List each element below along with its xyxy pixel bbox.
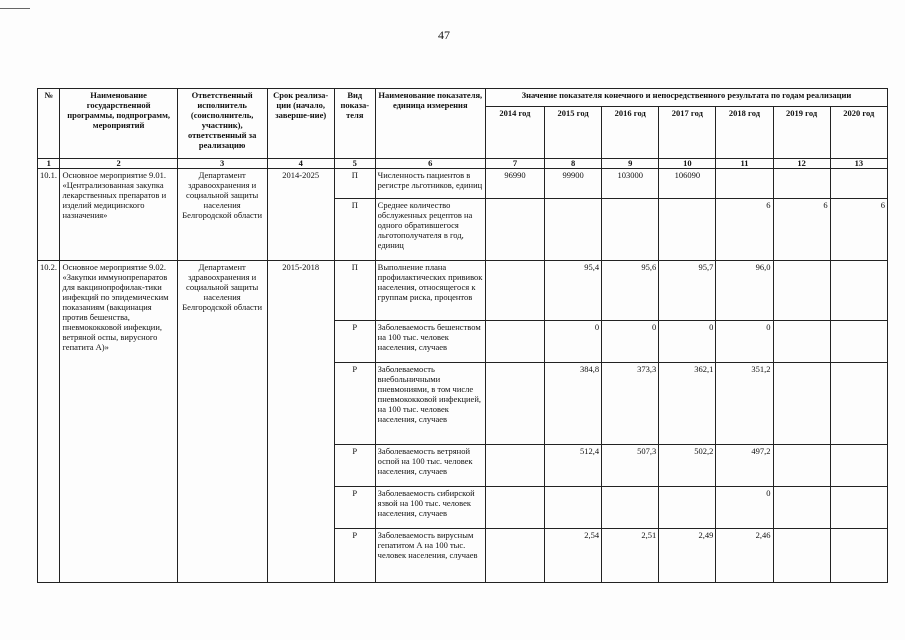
header-year: 2020 год: [830, 107, 887, 159]
indicator-type: Р: [334, 321, 375, 363]
column-number: 7: [485, 159, 544, 169]
header-year: 2018 год: [716, 107, 773, 159]
indicator-type: П: [334, 261, 375, 321]
indicator-value: 384,8: [545, 363, 602, 445]
column-number: 8: [545, 159, 602, 169]
indicator-value: [659, 199, 716, 261]
header-indicator: Наименование показателя, единица измерения: [375, 89, 485, 159]
row-term: 2015-2018: [267, 261, 334, 583]
indicator-value: [773, 529, 830, 583]
indicator-value: 96990: [485, 169, 544, 199]
indicator-value: 2,51: [602, 529, 659, 583]
indicator-value: [485, 487, 544, 529]
indicator-value: [830, 321, 887, 363]
indicator-value: [545, 199, 602, 261]
indicator-value: [545, 487, 602, 529]
row-number: 10.2.: [38, 261, 60, 583]
header-name: Наименование государственной программы, подпрограмм, мероприятий: [60, 89, 177, 159]
indicator-value: 373,3: [602, 363, 659, 445]
indicator-value: 0: [716, 487, 773, 529]
header-year: 2019 год: [773, 107, 830, 159]
indicator-type: П: [334, 199, 375, 261]
header-no: №: [38, 89, 60, 159]
indicator-value: 0: [716, 321, 773, 363]
table-row: [38, 261, 888, 321]
indicator-value: [830, 487, 887, 529]
indicator-value: 6: [773, 199, 830, 261]
indicator-value: 351,2: [716, 363, 773, 445]
indicator-value: 2,46: [716, 529, 773, 583]
indicator-value: [773, 261, 830, 321]
indicator-value: [830, 261, 887, 321]
column-number: 2: [60, 159, 177, 169]
table-row: [38, 169, 888, 199]
indicator-type: Р: [334, 445, 375, 487]
indicator-value: 6: [716, 199, 773, 261]
indicator-value: [485, 261, 544, 321]
indicator-name: Заболеваемость вирусным гепатитом А на 100 тыс. человек населения, случаев: [375, 529, 485, 583]
column-number: 11: [716, 159, 773, 169]
indicator-value: [602, 487, 659, 529]
row-name: Основное мероприятие 9.02. «Закупки иммунопрепаратов для вакцинопрофилак-тики инфекций по эпидемическим показаниям (вакцинация против бешенства, пневмококковой инфекции, ветряной оспы, вирусного гепатита А)»: [60, 261, 177, 583]
indicator-type: Р: [334, 529, 375, 583]
indicator-type: П: [334, 169, 375, 199]
indicator-value: [602, 199, 659, 261]
header-year: 2015 год: [545, 107, 602, 159]
row-responsible: Департамент здравоохранения и социальной защиты населения Белгородской области: [177, 261, 267, 583]
indicator-value: [485, 199, 544, 261]
indicator-name: Заболеваемость сибирской язвой на 100 тыс. человек населения, случаев: [375, 487, 485, 529]
column-number: 10: [659, 159, 716, 169]
header-responsible: Ответственный исполнитель (соисполнитель, участник), ответственный за реализацию: [177, 89, 267, 159]
indicator-value: [485, 529, 544, 583]
column-number: 9: [602, 159, 659, 169]
indicator-value: [830, 445, 887, 487]
indicator-value: 0: [659, 321, 716, 363]
indicator-value: [830, 169, 887, 199]
column-number-row: [38, 159, 888, 169]
indicator-value: 95,6: [602, 261, 659, 321]
column-number: 6: [375, 159, 485, 169]
indicator-value: 2,49: [659, 529, 716, 583]
indicator-value: [830, 529, 887, 583]
indicator-value: 6: [830, 199, 887, 261]
indicator-value: 95,4: [545, 261, 602, 321]
indicator-value: 507,3: [602, 445, 659, 487]
indicator-name: Заболеваемость ветряной оспой на 100 тыс. человек населения, случаев: [375, 445, 485, 487]
indicator-value: 0: [545, 321, 602, 363]
indicator-value: 0: [602, 321, 659, 363]
indicators-table: [37, 88, 888, 583]
indicator-value: 502,2: [659, 445, 716, 487]
column-number: 3: [177, 159, 267, 169]
header-type: Вид показа-теля: [334, 89, 375, 159]
indicator-value: 96,0: [716, 261, 773, 321]
indicator-value: 512,4: [545, 445, 602, 487]
indicator-value: [485, 321, 544, 363]
indicator-value: [659, 487, 716, 529]
column-number: 5: [334, 159, 375, 169]
indicator-value: 95,7: [659, 261, 716, 321]
row-name: Основное мероприятие 9.01. «Централизованная закупка лекарственных препаратов и изделий медицинского назначения»: [60, 169, 177, 261]
row-number: 10.1.: [38, 169, 60, 261]
indicator-value: [773, 445, 830, 487]
indicator-value: [485, 445, 544, 487]
indicator-value: [773, 363, 830, 445]
column-number: 13: [830, 159, 887, 169]
indicator-value: 106090: [659, 169, 716, 199]
indicator-value: [773, 321, 830, 363]
indicator-value: [830, 363, 887, 445]
indicator-value: [773, 487, 830, 529]
indicator-value: 103000: [602, 169, 659, 199]
indicator-name: Среднее количество обслуженных рецептов на одного обратившегося льготополучателя в год, единиц: [375, 199, 485, 261]
column-number: 4: [267, 159, 334, 169]
indicator-name: Заболеваемость бешенством на 100 тыс. человек населения, случаев: [375, 321, 485, 363]
header-year: 2016 год: [602, 107, 659, 159]
page-number: 47: [438, 28, 450, 42]
header-year: 2014 год: [485, 107, 544, 159]
header-values: Значение показателя конечного и непосредственного результата по годам реализации: [485, 89, 887, 107]
indicator-name: Заболеваемость внебольничными пневмониями, в том числе пневмококковой инфекцией, на 100 тыс. человек населения, случаев: [375, 363, 485, 445]
indicator-type: Р: [334, 487, 375, 529]
indicator-value: 497,2: [716, 445, 773, 487]
indicator-value: 99900: [545, 169, 602, 199]
header-term: Срок реализа-ции (начало, заверше-ние): [267, 89, 334, 159]
indicator-value: [485, 363, 544, 445]
indicator-name: Численность пациентов в регистре льготников, единиц: [375, 169, 485, 199]
column-number: 12: [773, 159, 830, 169]
row-responsible: Департамент здравоохранения и социальной защиты населения Белгородской области: [177, 169, 267, 261]
indicator-value: 2,54: [545, 529, 602, 583]
row-term: 2014-2025: [267, 169, 334, 261]
indicator-value: [716, 169, 773, 199]
indicator-value: [773, 169, 830, 199]
header-year: 2017 год: [659, 107, 716, 159]
column-number: 1: [38, 159, 60, 169]
scan-artifact-line: [0, 8, 30, 9]
indicator-value: 362,1: [659, 363, 716, 445]
indicator-type: Р: [334, 363, 375, 445]
header-row-top: [38, 89, 888, 107]
indicator-name: Выполнение плана профилактических прививок населения, относящегося к группам риска, процентов: [375, 261, 485, 321]
